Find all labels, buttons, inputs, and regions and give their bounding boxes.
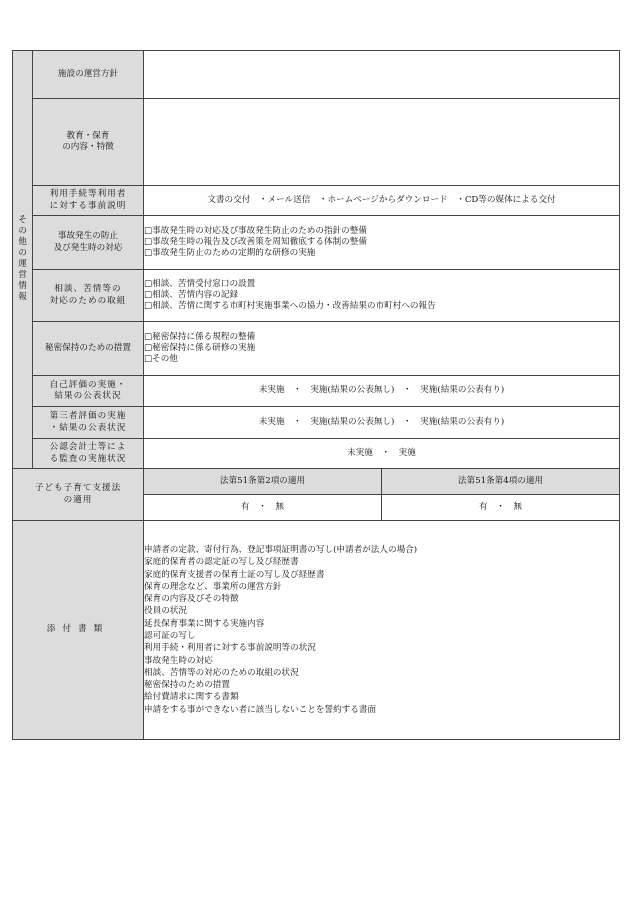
content-label <box>33 99 144 186</box>
attachment-item: 延長保育事業に関する実施内容 <box>144 618 265 629</box>
row-policy <box>13 51 620 99</box>
attachment-item: 給付費請求に関する書類 <box>144 692 239 703</box>
audit-label-line: 公認会計士等によ <box>49 442 127 453</box>
checkbox-item[interactable]: □事故発生時の報告及び改善策を周知徹底する体制の整備 <box>144 236 367 247</box>
attachment-item: 申請をする事ができない者に該当しないことを誓約する書面 <box>144 704 377 715</box>
privacy-checklist <box>144 322 620 376</box>
law-label <box>13 469 144 521</box>
row-attachments <box>13 521 620 740</box>
attachment-item: 役員の状況 <box>144 606 187 617</box>
checkbox-item[interactable]: □相談、苦情受付窓口の設置 <box>144 278 256 289</box>
audit-options[interactable]: 未実施 ・ 実施 <box>144 439 620 469</box>
checkbox-item[interactable]: □秘密保持に係る研修の実施 <box>144 342 256 353</box>
complaint-label-line: 相談、苦情等の <box>54 284 122 295</box>
complaint-checklist <box>144 270 620 322</box>
policy-label: 施設の運営方針 <box>33 51 144 99</box>
checkbox-item[interactable]: □その他 <box>144 354 178 365</box>
row-accident <box>13 216 620 270</box>
row-self-eval <box>13 376 620 407</box>
self-eval-label <box>33 376 144 407</box>
row-law-header <box>13 469 620 495</box>
law-col1-header: 法第51条第2項の適用 <box>144 469 382 495</box>
section-label: その他の運営情報 <box>18 215 27 303</box>
attachment-item: 家庭的保育者の認定証の写し及び経歴書 <box>144 557 299 568</box>
accident-label-line: 及び発生時の対応 <box>53 242 123 253</box>
checkbox-item[interactable]: □相談、苦情に関する市町村実施事業への協力・改善結果の市町村への報告 <box>144 301 436 312</box>
row-third-eval <box>13 407 620 439</box>
audit-label <box>33 439 144 469</box>
audit-label-line: る監査の実施状況 <box>49 453 127 464</box>
content-value[interactable] <box>144 99 620 186</box>
policy-value[interactable] <box>144 51 620 99</box>
third-eval-options[interactable]: 未実施 ・ 実施(結果の公表無し) ・ 実施(結果の公表有り) <box>144 407 620 439</box>
checkbox-item[interactable]: □事故発生防止のための定期的な研修の実施 <box>144 248 316 259</box>
attachments-list <box>144 521 620 740</box>
checkbox-item[interactable]: □相談、苦情内容の記録 <box>144 289 239 300</box>
attachment-item: 保育の内容及びその特徴 <box>144 594 239 605</box>
checkbox-item[interactable]: □事故発生時の対応及び事故発生防止のための指針の整備 <box>144 225 367 236</box>
attachments-label: 添付書類 <box>13 521 144 740</box>
attachment-item: 家庭的保育支援者の保育士証の写し及び経歴書 <box>144 569 325 580</box>
self-eval-label-line: 結果の公表状況 <box>54 391 122 401</box>
complaint-label-line: 対応のための取組 <box>49 295 127 306</box>
explanation-options[interactable]: 文書の交付 ・メール送信 ・ホームページからダウンロード ・CD等の媒体による交付 <box>144 186 620 216</box>
accident-checklist <box>144 216 620 270</box>
third-eval-label-line: ・結果の公表状況 <box>49 422 127 433</box>
accident-label-line: 事故発生の防止 <box>57 231 119 242</box>
complaint-label <box>33 270 144 322</box>
content-label-line: の内容・特徴 <box>62 142 114 152</box>
section-label-cell <box>13 51 33 469</box>
explanation-label-line: 利用手続等利用者 <box>49 189 127 200</box>
attachment-item: 認可証の写し <box>144 631 196 641</box>
attachment-item: 保育の理念など、事業所の運営方針 <box>144 581 282 592</box>
attachment-item: 事故発生時の対応 <box>144 655 213 666</box>
explanation-label-line: に対する事前説明 <box>49 200 127 211</box>
privacy-label: 秘密保持のための措置 <box>33 322 144 376</box>
row-complaint <box>13 270 620 322</box>
row-content <box>13 99 620 186</box>
third-eval-label <box>33 407 144 439</box>
attachment-item: 秘密保持のための措置 <box>144 680 230 691</box>
row-audit <box>13 439 620 469</box>
accident-label <box>33 216 144 270</box>
law-col2-header: 法第51条第4項の適用 <box>382 469 620 495</box>
row-explanation <box>13 186 620 216</box>
attachment-item: 利用手続・利用者に対する事前説明等の状況 <box>144 643 316 654</box>
checkbox-item[interactable]: □秘密保持に係る規程の整備 <box>144 331 256 342</box>
law-col2-value[interactable]: 有 ・ 無 <box>382 495 620 521</box>
self-eval-label-line: 自己評価の実施・ <box>49 379 127 390</box>
law-col1-value[interactable]: 有 ・ 無 <box>144 495 382 521</box>
law-label-line: 子ども子育て支援法 <box>34 483 122 494</box>
attachment-item: 相談、苦情等の対応のための取組の状況 <box>144 667 299 678</box>
explanation-label <box>33 186 144 216</box>
attachment-item: 申請者の定款、寄付行為、登記事項証明書の写し(申請者が法人の場合) <box>144 544 418 555</box>
row-privacy <box>13 322 620 376</box>
content-label-line: 教育・保育 <box>66 130 110 141</box>
law-label-line: の適用 <box>63 494 93 505</box>
self-eval-options[interactable]: 未実施 ・ 実施(結果の公表無し) ・ 実施(結果の公表有り) <box>144 376 620 407</box>
third-eval-label-line: 第三者評価の実施 <box>49 411 127 422</box>
operation-info-form <box>12 50 620 740</box>
